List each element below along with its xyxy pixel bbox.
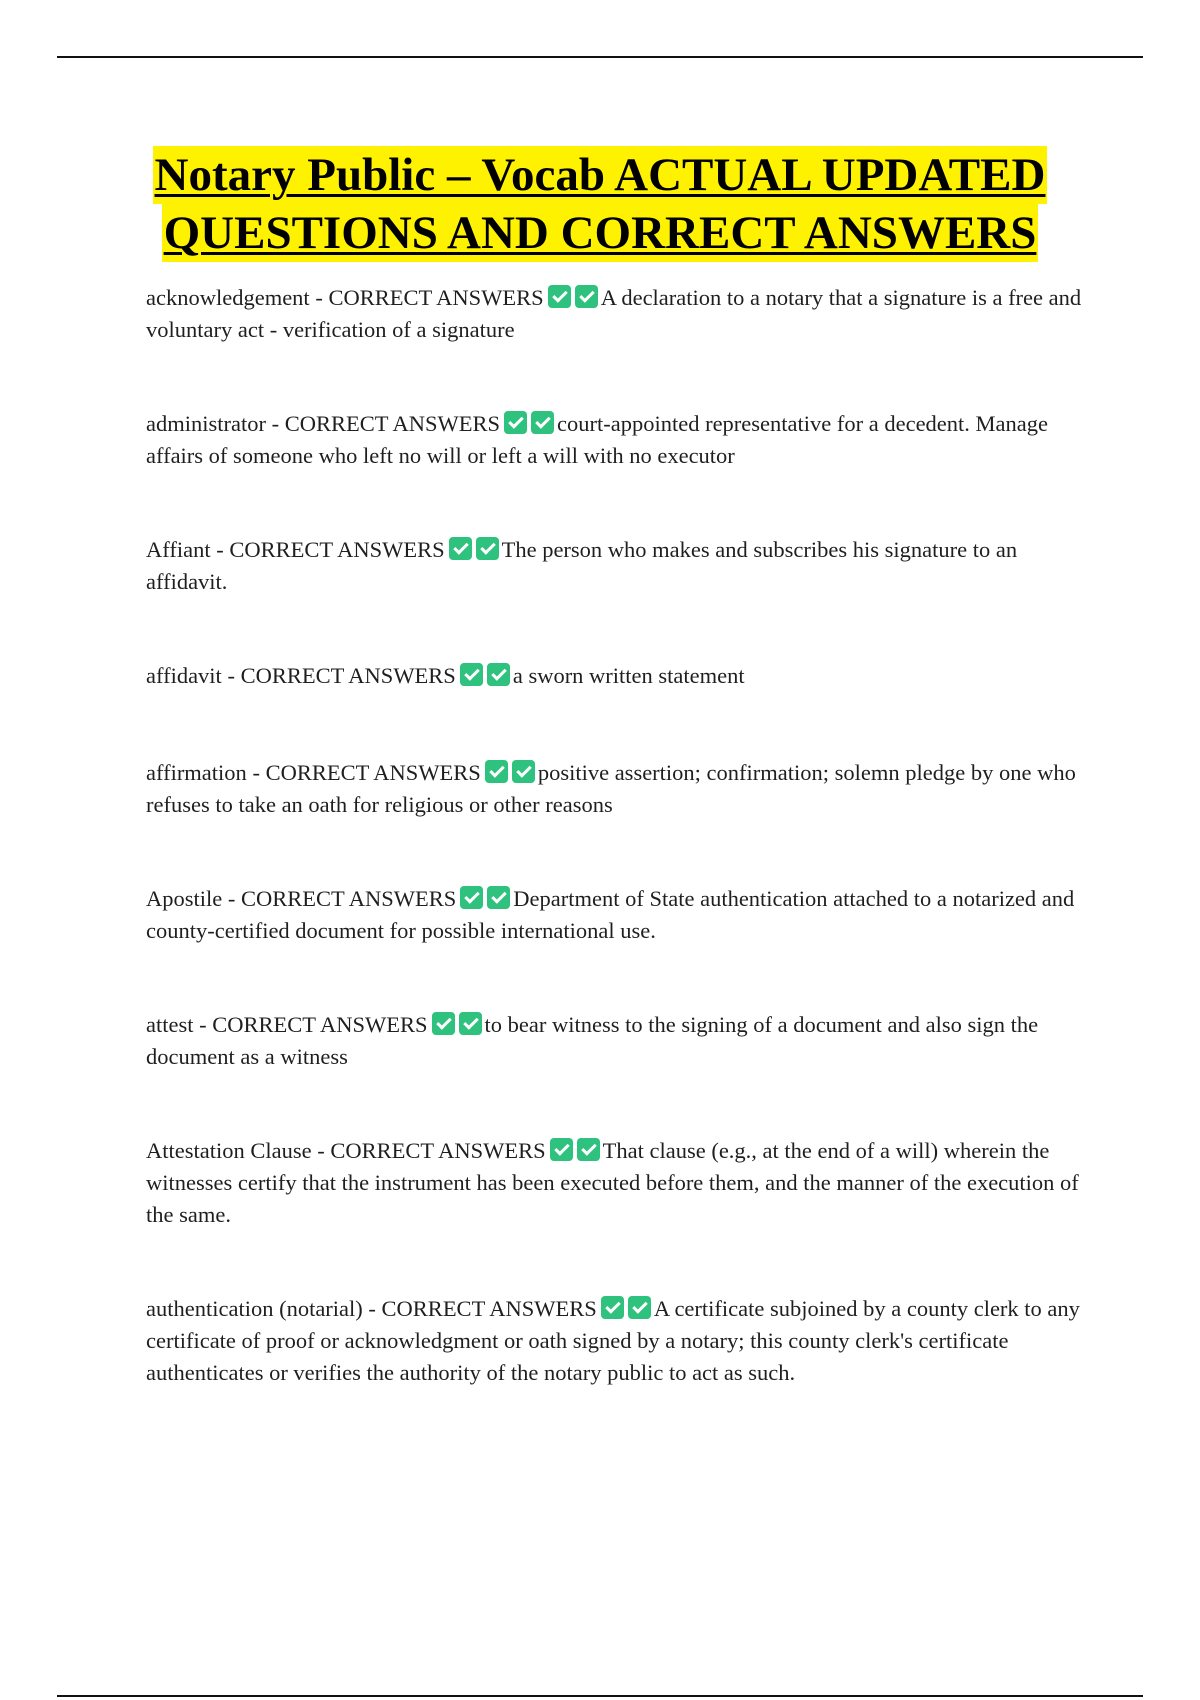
check-box-icon [575,285,598,308]
entry-term: acknowledgement [146,285,310,310]
entry-separator: - [210,537,230,562]
check-box-icon [531,411,554,434]
check-box-icon [476,537,499,560]
check-box-icon [548,285,571,308]
vocab-entry-apostile [146,883,1096,947]
entry-answer-label: CORRECT ANSWERS [212,1012,428,1037]
entry-definition: That clause (e.g., at the end of a will) wherein the witnesses certify that the instrument has been executed before them, and the manner of the execution of the same. [146,1138,1079,1227]
check-box-icon [460,663,483,686]
entry-definition: to bear witness to the signing of a document and also sign the document as a witness [146,1012,1039,1069]
entry-separator: - [221,663,241,688]
bottom-rule [57,1695,1143,1697]
entry-term: Affiant [146,537,211,562]
vocab-entry-affidavit [146,660,1096,692]
entry-definition: a sworn written statement [512,663,745,688]
entry-answer-label: CORRECT ANSWERS [284,411,500,436]
entry-term: administrator [146,411,266,436]
entry-definition: positive assertion; confirmation; solemn pledge by one who refuses to take an oath for religious or other reasons [146,760,1076,817]
document-title [0,146,1200,262]
entry-term: attest [146,1012,194,1037]
entry-answer-label: CORRECT ANSWERS [265,760,481,785]
entry-definition: court-appointed representative for a decedent. Manage affairs of someone who left no will or left a will with no executor [146,411,1049,468]
vocab-entry-acknowledgement [146,282,1096,346]
check-box-icon [432,1012,455,1035]
vocab-entry-affiant [146,534,1096,598]
title-line-2: QUESTIONS AND CORRECT ANSWERS [162,204,1039,262]
entry-separator: - [193,1012,213,1037]
check-box-icon [504,411,527,434]
entry-answer-label: CORRECT ANSWERS [240,663,456,688]
title-line-1: Notary Public – Vocab ACTUAL UPDATED [153,146,1048,204]
check-box-icon [449,537,472,560]
entry-term: affidavit [146,663,222,688]
entry-answer-label: CORRECT ANSWERS [381,1296,597,1321]
check-box-icon [577,1138,600,1161]
entry-answer-label: CORRECT ANSWERS [328,285,544,310]
vocab-list [146,282,1096,1389]
entry-separator: - [309,285,329,310]
entry-term: Attestation Clause [146,1138,312,1163]
entry-definition: A declaration to a notary that a signature is a free and voluntary act - verification of a signature [146,285,1082,342]
entry-separator: - [362,1296,382,1321]
entry-definition: The person who makes and subscribes his signature to an affidavit. [146,537,1018,594]
check-box-icon [487,886,510,909]
entry-separator: - [311,1138,331,1163]
entry-definition: Department of State authentication attached to a notarized and county-certified document for possible international use. [146,886,1075,943]
check-box-icon [512,760,535,783]
check-box-icon [487,663,510,686]
vocab-entry-attestation-clause [146,1135,1096,1231]
check-box-icon [459,1012,482,1035]
check-box-icon [485,760,508,783]
entry-answer-label: CORRECT ANSWERS [241,886,457,911]
entry-term: authentication (notarial) [146,1296,363,1321]
entry-separator: - [246,760,266,785]
vocab-entry-affirmation [146,757,1096,821]
entry-answer-label: CORRECT ANSWERS [330,1138,546,1163]
entry-separator: - [265,411,285,436]
entry-term: affirmation [146,760,247,785]
check-box-icon [601,1296,624,1319]
check-box-icon [628,1296,651,1319]
check-box-icon [460,886,483,909]
top-rule [57,56,1143,58]
entry-definition: A certificate subjoined by a county clerk to any certificate of proof or acknowledgment or oath signed by a notary; this county clerk's certificate authenticates or verifies the authority of the notary public to act as such. [146,1296,1080,1385]
check-box-icon [550,1138,573,1161]
vocab-entry-authentication [146,1293,1096,1389]
entry-separator: - [222,886,241,911]
entry-term: Apostile [146,886,223,911]
vocab-entry-administrator [146,408,1096,472]
entry-answer-label: CORRECT ANSWERS [229,537,445,562]
vocab-entry-attest [146,1009,1096,1073]
